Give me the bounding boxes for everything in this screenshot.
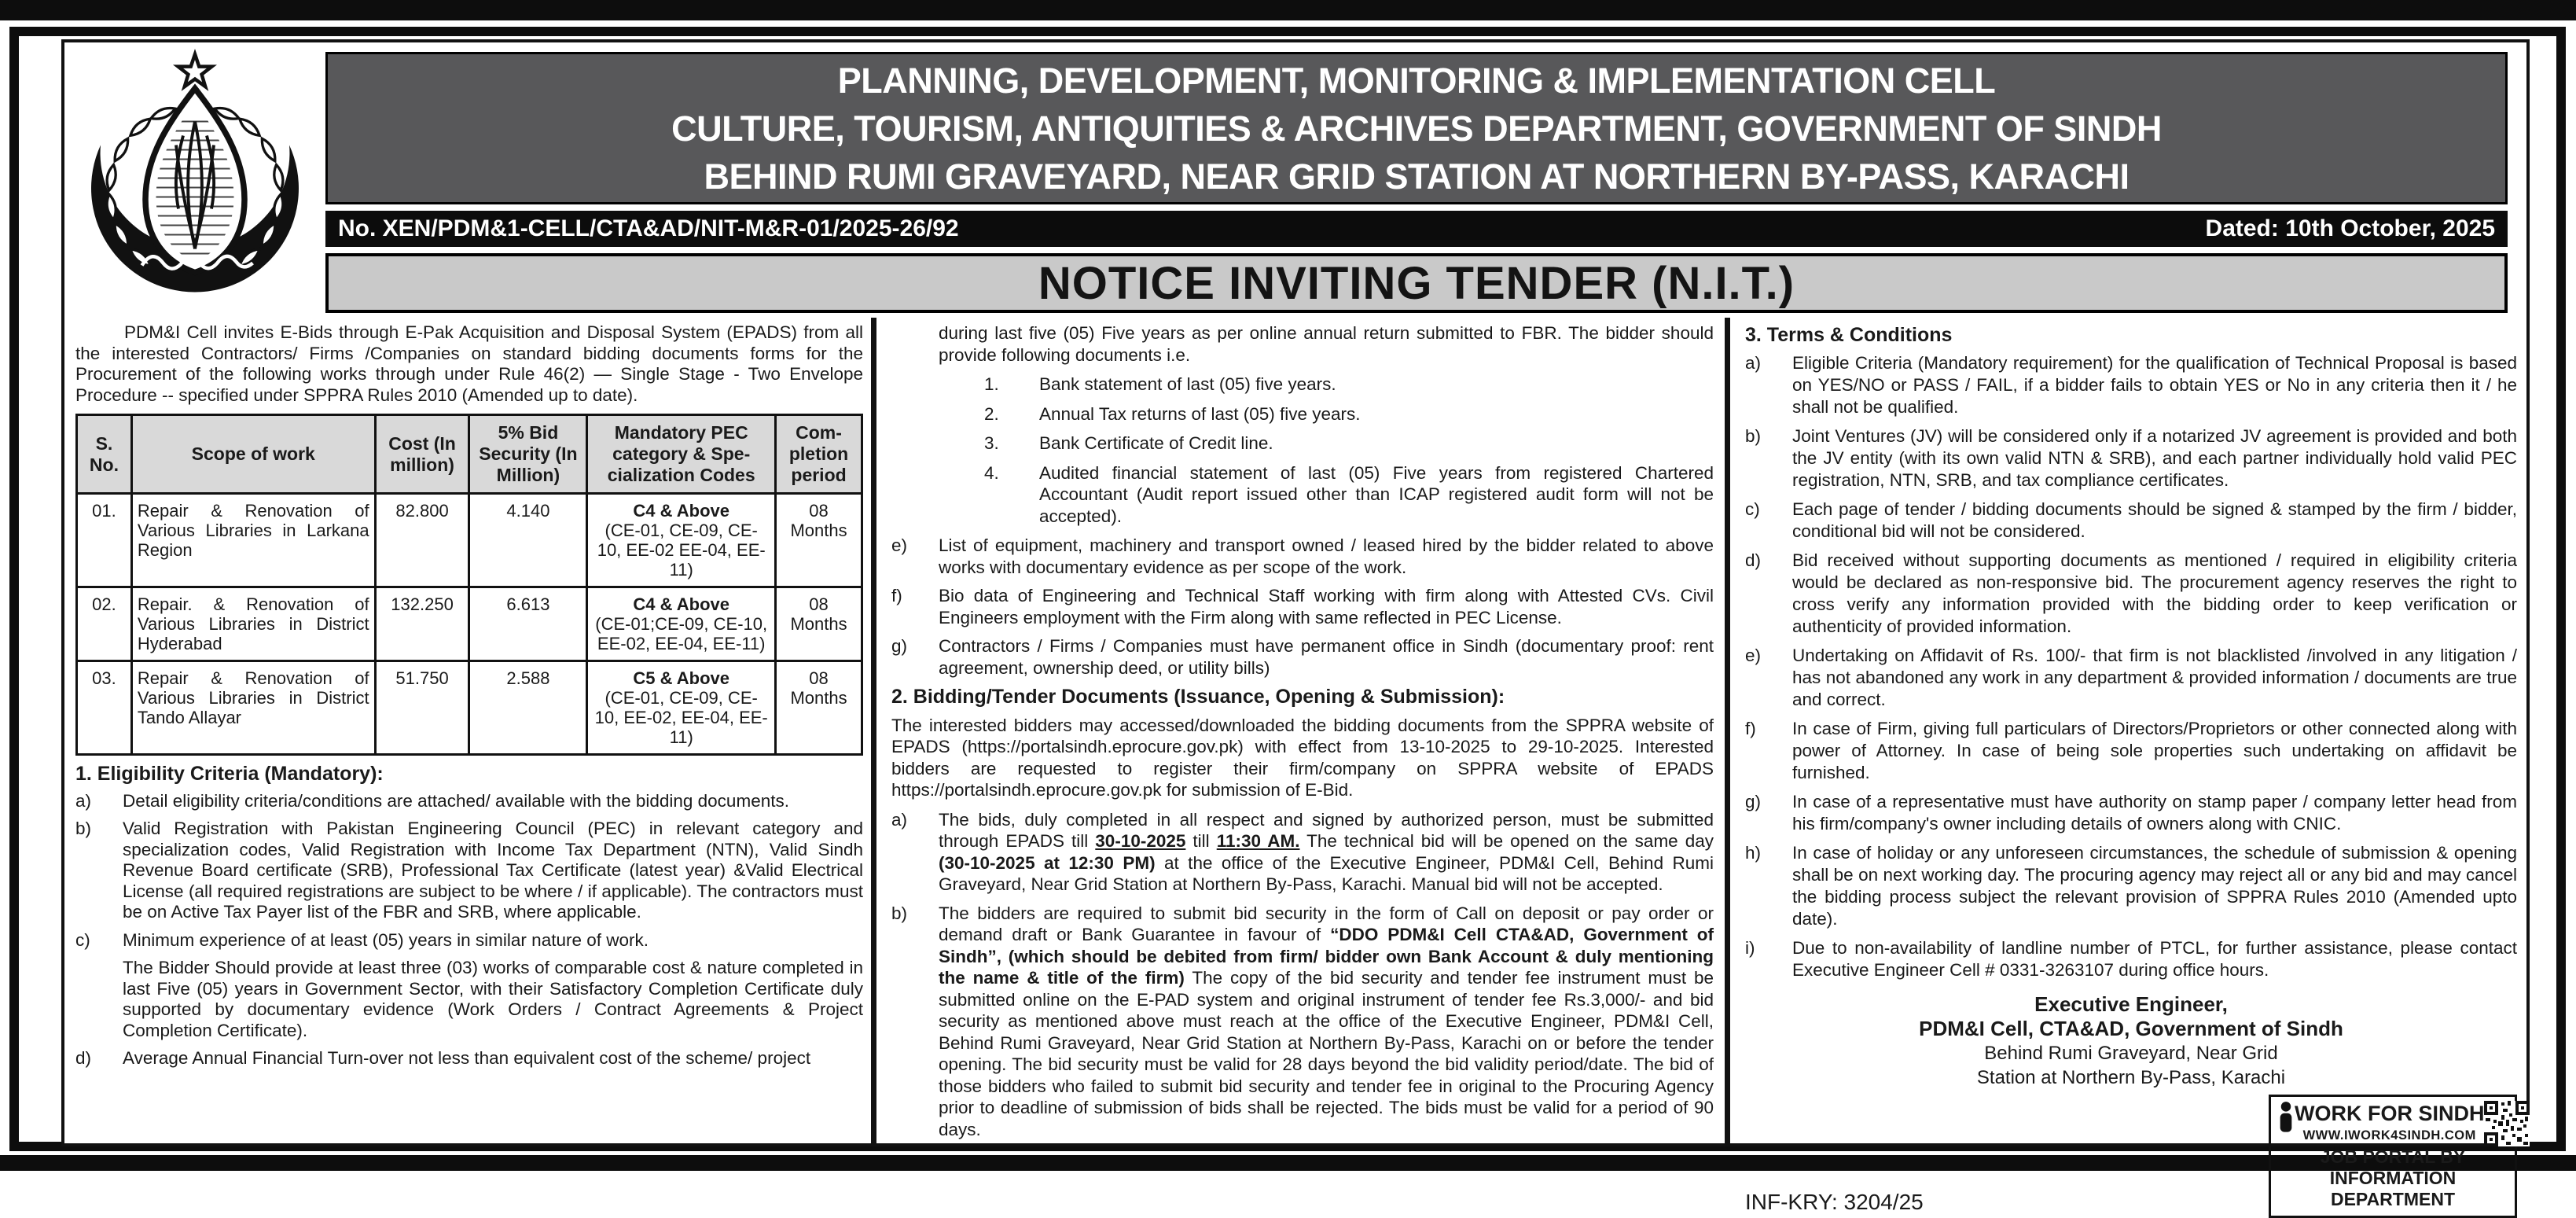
title-line-3: BEHIND RUMI GRAVEYARD, NEAR GRID STATION AT NORTHERN BY-PASS, KARACHI [704, 156, 2130, 197]
terms-item-c [1745, 499, 2517, 543]
item-label: b) [1745, 426, 1762, 446]
table-row [77, 587, 862, 661]
cell-sno: 03. [77, 661, 132, 755]
item-text: The bidders are required to submit bid security in the form of Call on deposit or pay order or demand draft or Bank Guarantee in favour of “DDO PDM&I Cell CTA&AD, Government of Sindh”, (which should be debited from firm/ bidder own Bank Account & duly mentioning the name & title of the firm) The copy of the bid security and tender fee instrument must be submitted online on the E-PAD system and original instrument of tender fee Rs.3,000/- and bid security as mentioned above must reach at the office of the Executive Engineer, PDM&I Cell, Behind Rumi Graveyard, Near Grid Station at Northern By-Pass, Karachi on or before the tender opening. The bid security must be valid for 28 days beyond the bid validity period/date. The bid of those bidders who failed to submit bid security and tender fee in original to the Procuring Agency prior to deadline of submission of bids shall be rejected. The bids must be valid for a period of 90 days. [939, 903, 1714, 1139]
eligibility-item-c-note [75, 958, 863, 1041]
item-text: Bio data of Engineering and Technical Staff working with firm along with Attested CVs. Civil Engineers employment with the Firm along with same reflected in PEC License. [939, 586, 1714, 627]
table-row [77, 494, 862, 587]
eligibility-item-f [891, 585, 1714, 628]
eligibility-item-a [75, 791, 863, 812]
item-text: In case of a representative must have authority on stamp paper / company letter head from his firm/company's owner including details of owners along with CNIC. [1792, 792, 2517, 833]
item-text: The Bidder Should provide at least three (03) works of comparable cost & nature completed in last Five (05) years in Government Sector, with their Satisfactory Completion Certificate duly supported by documentary evidence (Work Orders / Contract Agreements & Project Completion Certificate). [123, 958, 863, 1040]
item-text: Minimum experience of at least (05) years in similar nature of work. [123, 929, 649, 950]
cell-security: 6.613 [469, 587, 587, 661]
item-label: f) [891, 586, 902, 605]
cell-pec [587, 587, 776, 661]
intro-paragraph: PDM&I Cell invites E-Bids through E-Pak Acquisition and Disposal System (EPADS) from all the interested Contractors/ Firms /Companies on standard bidding documents forms for the Procurement of the following works through under Rule 46(2) — Single Stage - Two Envelope Procedure -- specified under SPPRA Rules 2010 (Amended up to date). [75, 322, 863, 405]
table-row [77, 661, 862, 755]
item-text: Undertaking on Affidavit of Rs. 100/- that firm is not blacklisted /involved in any litigation / has not abandoned any work in any department & provided information / documents are true and correct. [1792, 646, 2517, 709]
item-label [75, 958, 123, 1041]
item-label: a) [75, 790, 92, 811]
cell-scope: Repair. & Renovation of Various Libraries in District Hyderabad [131, 587, 375, 661]
doc-text: Annual Tax returns of last (05) five years. [1039, 403, 1361, 424]
th-period: Com-pletion period [776, 415, 862, 494]
pec-codes: (CE-01;CE-09, CE-10, EE-02, EE-04, EE-11) [595, 614, 768, 653]
item-label: b) [891, 903, 908, 923]
item-label: e) [891, 535, 908, 555]
pec-codes: (CE-01, CE-09, CE-10, EE-02, EE-04, EE-11) [594, 688, 768, 747]
notice-date: Dated: 10th October, 2025 [2205, 215, 2495, 241]
carryover-paragraph: during last five (05) Five years as per online annual return submitted to FBR. The bidder should provide following documents i.e. [939, 323, 1714, 365]
cell-period: 08 Months [776, 661, 862, 755]
item-label: d) [1745, 550, 1762, 570]
item-text: Eligible Criteria (Mandatory requirement) for the qualification of Technical Proposal is based on YES/NO or PASS / FAIL, if a bidder fails to obtain YES or No in any criteria then it / he shall not be qualified. [1792, 353, 2517, 417]
pec-class: C4 & Above [633, 501, 730, 521]
cell-period: 08 Months [776, 494, 862, 587]
portal-url: WWW.IWORK4SINDH.COM [2302, 1128, 2476, 1143]
pec-class: C5 & Above [633, 668, 730, 688]
qr-code-icon [2484, 1101, 2530, 1146]
section-3-heading: 3. Terms & Conditions [1745, 324, 1953, 346]
column-2 [891, 322, 1714, 1147]
doc-number: 3. [984, 433, 999, 453]
doc-number: 2. [984, 403, 999, 424]
item-label: g) [1745, 792, 1762, 811]
doc-number: 1. [984, 374, 999, 394]
column-divider-1 [871, 318, 876, 1146]
terms-item-b [1745, 425, 2517, 491]
doc-number: 4. [984, 462, 999, 483]
portal-subtitle-1: JOB PORTAL BY [2320, 1146, 2466, 1167]
section-1-heading: 1. Eligibility Criteria (Mandatory): [75, 763, 384, 785]
th-scope: Scope of work [131, 415, 375, 494]
item-text: Average Annual Financial Turn-over not less than equivalent cost of the scheme/ project [123, 1048, 811, 1068]
signature-org: PDM&I Cell, CTA&AD, Government of Sindh [1919, 1017, 2343, 1040]
cell-sno: 01. [77, 494, 132, 587]
th-pec: Mandatory PEC category & Spe-cialization Codes [587, 415, 776, 494]
department-title-box [325, 52, 2508, 204]
eligibility-item-b [75, 819, 863, 923]
bidding-item-a [891, 809, 1714, 896]
portal-title: WORK FOR SINDH [2295, 1102, 2485, 1125]
column-divider-2 [1725, 318, 1730, 1146]
works-table [75, 414, 863, 756]
signature-block [1745, 992, 2517, 1090]
title-line-1: PLANNING, DEVELOPMENT, MONITORING & IMPLEMENTATION CELL [837, 60, 1996, 101]
th-security: 5% Bid Security (In Million) [469, 415, 587, 494]
title-line-2: CULTURE, TOURISM, ANTIQUITIES & ARCHIVES DEPARTMENT, GOVERNMENT OF SINDH [671, 108, 2162, 149]
signature-title: Executive Engineer, [2034, 992, 2228, 1016]
item-text: Joint Ventures (JV) will be considered only if a notarized JV agreement is provided and both the JV entity (with its own valid NTN & SRB), and each partner individually hold valid PEC registration, NTN, SRB, and tax compliance certificates. [1792, 426, 2517, 490]
document-list-item-1 [984, 373, 1714, 396]
item-text: Bid received without supporting documents as mentioned / required in eligibility criteria would be declared as non-responsive bid. The procurement agency reserves the right to cross verify any information provided with the bidding order to keep verification or authenticity of provided information. [1792, 550, 2517, 636]
cell-period: 08 Months [776, 587, 862, 661]
cell-security: 4.140 [469, 494, 587, 587]
item-text: Contractors / Firms / Companies must have permanent office in Sindh (documentary proof: rent agreement, ownership deed, or utility bills) [939, 636, 1714, 678]
item-text: Each page of tender / bidding documents should be signed & stamped by the firm / bidder, conditional bid will not be considered. [1792, 499, 2517, 541]
item-label: i) [1745, 938, 1755, 958]
item-text: List of equipment, machinery and transport owned / leased hired by the bidder related to above works with documentary evidence as per scope of the work. [939, 535, 1714, 577]
terms-item-g [1745, 791, 2517, 835]
item-label: b) [75, 819, 92, 838]
table-header-row [77, 415, 862, 494]
item-label: c) [1745, 499, 1760, 519]
column-1 [75, 322, 863, 1076]
item-text: In case of holiday or any unforeseen circumstances, the schedule of submission & opening shall be on next working day. The procuring agency may reject all or any bid and may cancel the bidding process subject the relevant provision of SPPRA Rules 2010 (Amended upto date). [1792, 843, 2517, 929]
eligibility-item-g [891, 635, 1714, 679]
terms-item-a [1745, 352, 2517, 418]
footer-row [1745, 1095, 2517, 1218]
eligibility-item-d [75, 1048, 863, 1069]
doc-text: Audited financial statement of last (05) Five years from registered Chartered Accountant (Audit report issued other than ICAP registered audit form will not be accepted). [1039, 462, 1714, 526]
item-text: The bids, duly completed in all respect and signed by authorized person, must be submitted through EPADS till 30-10-2025 till 11:30 AM. The technical bid will be opened on the same day (30-10-2025 at 12:30 PM) at the office of the Executive Engineer, PDM&I Cell, Behind Rumi Graveyard, Near Grid Station at Northern By-Pass, Karachi. Manual bid will not be accepted. [939, 809, 1714, 894]
reference-bar [325, 211, 2508, 247]
terms-item-e [1745, 645, 2517, 711]
item-label: c) [75, 929, 90, 950]
document-list-item-2 [984, 403, 1714, 425]
item-text: Valid Registration with Pakistan Engineering Council (PEC) in relevant category and specialization codes, Valid Registration with Income Tax Department (NTN), Valid Sindh Revenue Board certificate (SRB), Professional Tax Certificate (latest year) &Valid Electrical License (all required registrations are subject to be where / if applicable). The contractors must be on Active Tax Payer list of the FBR and SRB, where applicable. [123, 819, 863, 922]
cell-sno: 02. [77, 587, 132, 661]
pec-codes: (CE-01, CE-09, CE-10, EE-02 EE-04, EE-11) [597, 521, 766, 580]
nit-title: NOTICE INVITING TENDER (N.I.T.) [1038, 257, 1795, 309]
cell-cost: 82.800 [375, 494, 469, 587]
cell-scope: Repair & Renovation of Various Libraries in Larkana Region [131, 494, 375, 587]
signature-address-2: Station at Northern By-Pass, Karachi [1976, 1067, 2286, 1088]
section-2-heading: 2. Bidding/Tender Documents (Issuance, Opening & Submission): [891, 686, 1505, 708]
pec-class: C4 & Above [633, 594, 730, 614]
th-cost: Cost (In million) [375, 415, 469, 494]
reference-number: No. XEN/PDM&1-CELL/CTA&AD/NIT-M&R-01/2025-26/92 [338, 215, 959, 241]
eligibility-item-c [75, 930, 863, 951]
cell-pec [587, 661, 776, 755]
bidding-item-b [891, 903, 1714, 1141]
cell-cost: 132.250 [375, 587, 469, 661]
terms-item-i [1745, 937, 2517, 981]
notice-content [61, 39, 2530, 1214]
cell-cost: 51.750 [375, 661, 469, 755]
doc-text: Bank statement of last (05) five years. [1039, 374, 1336, 394]
item-text: Detail eligibility criteria/conditions are attached/ available with the bidding documents. [123, 790, 789, 811]
portal-subtitle-2: INFORMATION DEPARTMENT [2329, 1168, 2457, 1209]
terms-item-h [1745, 842, 2517, 930]
inf-number: INF-KRY: 3204/25 [1745, 1190, 1924, 1214]
terms-item-f [1745, 718, 2517, 784]
column-3 [1745, 322, 2517, 1218]
signature-address-1: Behind Rumi Graveyard, Near Grid [1984, 1043, 2278, 1064]
cell-pec [587, 494, 776, 587]
item-label: a) [891, 809, 908, 830]
eligibility-item-e [891, 535, 1714, 578]
document-list-item-3 [984, 432, 1714, 454]
item-text: In case of Firm, giving full particulars of Directors/Proprietors or other connected along with power of Attorney. In case of being sole properties such undertaking on affidavit be furnished. [1792, 719, 2517, 782]
person-icon [2277, 1101, 2295, 1135]
item-label: a) [1745, 353, 1762, 373]
item-label: f) [1745, 719, 1756, 738]
cell-scope: Repair & Renovation of Various Libraries in District Tando Allayar [131, 661, 375, 755]
item-label: g) [891, 636, 908, 656]
job-portal-box [2269, 1095, 2517, 1218]
cell-security: 2.588 [469, 661, 587, 755]
doc-text: Bank Certificate of Credit line. [1039, 433, 1273, 453]
terms-item-d [1745, 550, 2517, 638]
document-list-item-4 [984, 462, 1714, 528]
sindh-government-logo-icon [77, 52, 313, 302]
item-label: d) [75, 1048, 92, 1068]
th-sno: S. No. [77, 415, 132, 494]
top-border-bar [0, 0, 2576, 20]
item-text: Due to non-availability of landline number of PTCL, for further assistance, please contact Executive Engineer Cell # 0331-3263107 during office hours. [1792, 938, 2517, 980]
nit-title-bar [325, 253, 2508, 313]
section-2-intro: The interested bidders may accessed/downloaded the bidding documents from the SPPRA website of EPADS (https://portalsindh.eprocure.gov.pk) with effect from 13-10-2025 to 29-10-2025. Interested bidders are requested to register their firm/company on SPPRA website of EPADS https://portalsindh.eprocure.gov.pk for submission of E-Bid. [891, 715, 1714, 800]
item-label: h) [1745, 843, 1762, 863]
item-label: e) [1745, 646, 1762, 665]
